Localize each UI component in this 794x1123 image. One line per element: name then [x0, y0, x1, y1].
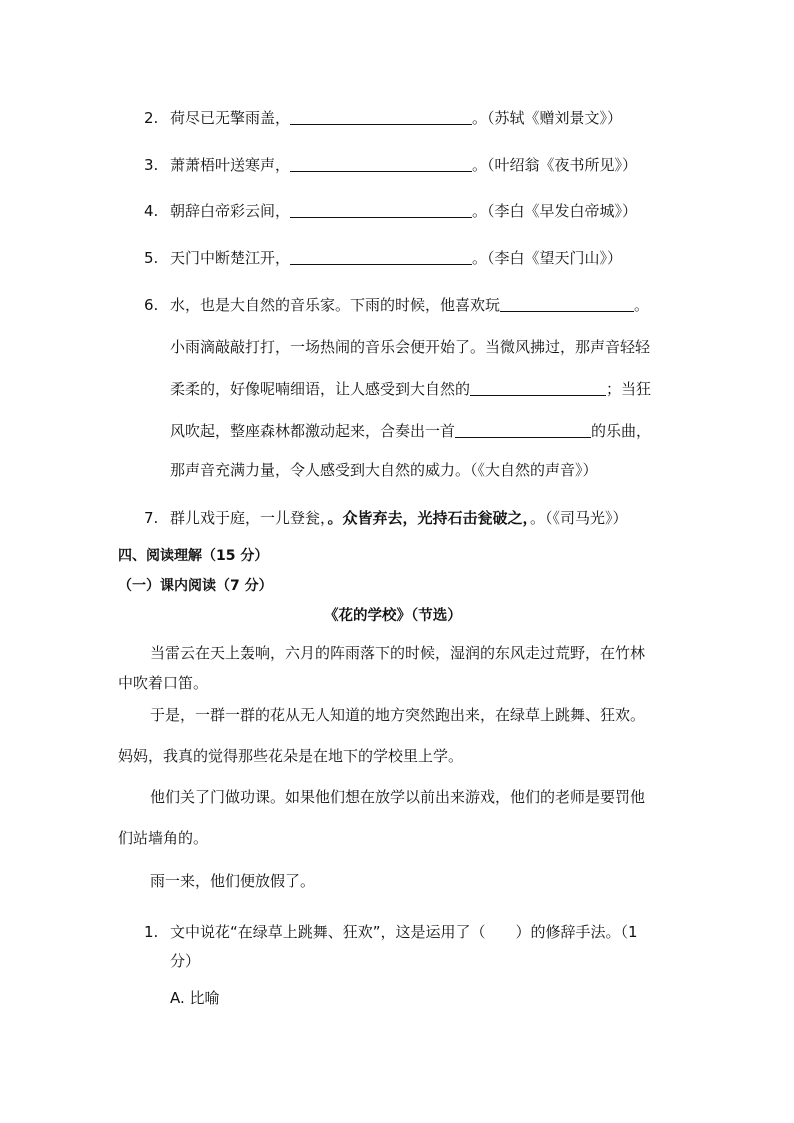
- item-7-bold-text: 。众皆弃去，光持石击瓮破之，: [327, 509, 531, 527]
- passage-line: 于是，一群一群的花从无人知道的地方突然跑出来，在绿草上跳舞、狂欢。: [150, 706, 646, 724]
- passage-title: 《花的学校》（节选）: [324, 608, 462, 624]
- poem-source: 。（李白《望天门山》）: [472, 249, 623, 267]
- section-title: 四、阅读理解（15 分）: [118, 548, 269, 564]
- passage-line: 中吹着口笛。: [118, 674, 209, 692]
- item-6-text: 水，也是大自然的音乐家。下雨的时候，他喜欢玩: [170, 296, 501, 314]
- passage-line: 雨一来，他们便放假了。: [150, 872, 316, 890]
- item-6-line-4: [170, 421, 651, 441]
- answer-blank[interactable]: [470, 379, 606, 396]
- item-number: 5.: [144, 249, 159, 267]
- item-6-text: 柔柔的，好像呢喃细语，让人感受到大自然的: [170, 380, 471, 398]
- answer-blank[interactable]: [290, 155, 472, 172]
- answer-blank[interactable]: [290, 201, 472, 218]
- item-number: 7.: [144, 509, 159, 527]
- poem-text: 萧萧梧叶送寒声，: [170, 156, 291, 174]
- item-number: 4.: [144, 202, 159, 220]
- answer-blank[interactable]: [290, 108, 472, 125]
- item-number: 1.: [144, 923, 159, 941]
- poem-source: 。（叶绍翁《夜书所见》）: [472, 156, 638, 174]
- poem-text: 天门中断楚江开，: [170, 249, 291, 267]
- item-number: 2.: [144, 109, 159, 127]
- item-6-text: 风吹起，整座森林都激动起来，合奏出一首: [170, 422, 456, 440]
- passage-line: 他们关了门做功课。如果他们想在放学以前出来游戏，他们的老师是要罚他: [150, 788, 646, 806]
- poem-text: 朝辞白帝彩云间，: [170, 202, 291, 220]
- item-7-source: 。（《司马光》）: [530, 509, 628, 527]
- poem-line: [170, 248, 622, 268]
- item-6-line-3: [170, 379, 651, 399]
- question-text: 文中说花“在绿草上跳舞、狂欢”，这是运用了（ ）的修辞手法。（1: [170, 923, 638, 941]
- item-7-line: [170, 508, 628, 528]
- item-6-line-2: 小雨滴敲敲打打，一场热闹的音乐会便开始了。当微风拂过，那声音轻轻: [170, 338, 651, 356]
- question-text-cont: 分）: [170, 952, 201, 970]
- poem-source: 。（李白《早发白帝城》）: [472, 202, 638, 220]
- item-6-punct: 。: [634, 296, 650, 314]
- item-6-punct: ；当狂: [606, 380, 652, 398]
- poem-line: [170, 201, 637, 221]
- passage-line: 当雷云在天上轰响，六月的阵雨落下的时候，湿润的东风走过荒野，在竹林: [150, 644, 646, 662]
- item-7-text: 群儿戏于庭，一儿登瓮，: [170, 509, 328, 527]
- poem-line: [170, 108, 622, 128]
- item-number: 3.: [144, 156, 159, 174]
- item-6-line-1: [170, 295, 649, 315]
- option-a[interactable]: A. 比喻: [170, 989, 220, 1007]
- answer-blank[interactable]: [455, 421, 591, 438]
- poem-source: 。（苏轼《赠刘景文》）: [472, 109, 623, 127]
- item-6-line-5: 那声音充满力量，令人感受到大自然的威力。（《大自然的声音》）: [170, 461, 598, 479]
- answer-blank[interactable]: [500, 295, 634, 312]
- item-6-punct: 的乐曲，: [591, 422, 652, 440]
- passage-line: 妈妈，我真的觉得那些花朵是在地下的学校里上学。: [118, 747, 464, 765]
- answer-blank[interactable]: [290, 248, 472, 265]
- passage-line: 们站墙角的。: [118, 829, 209, 847]
- subsection-title: （一）课内阅读（7 分）: [118, 578, 273, 594]
- poem-text: 荷尽已无擎雨盖，: [170, 109, 291, 127]
- item-number: 6.: [144, 296, 159, 314]
- poem-line: [170, 155, 637, 175]
